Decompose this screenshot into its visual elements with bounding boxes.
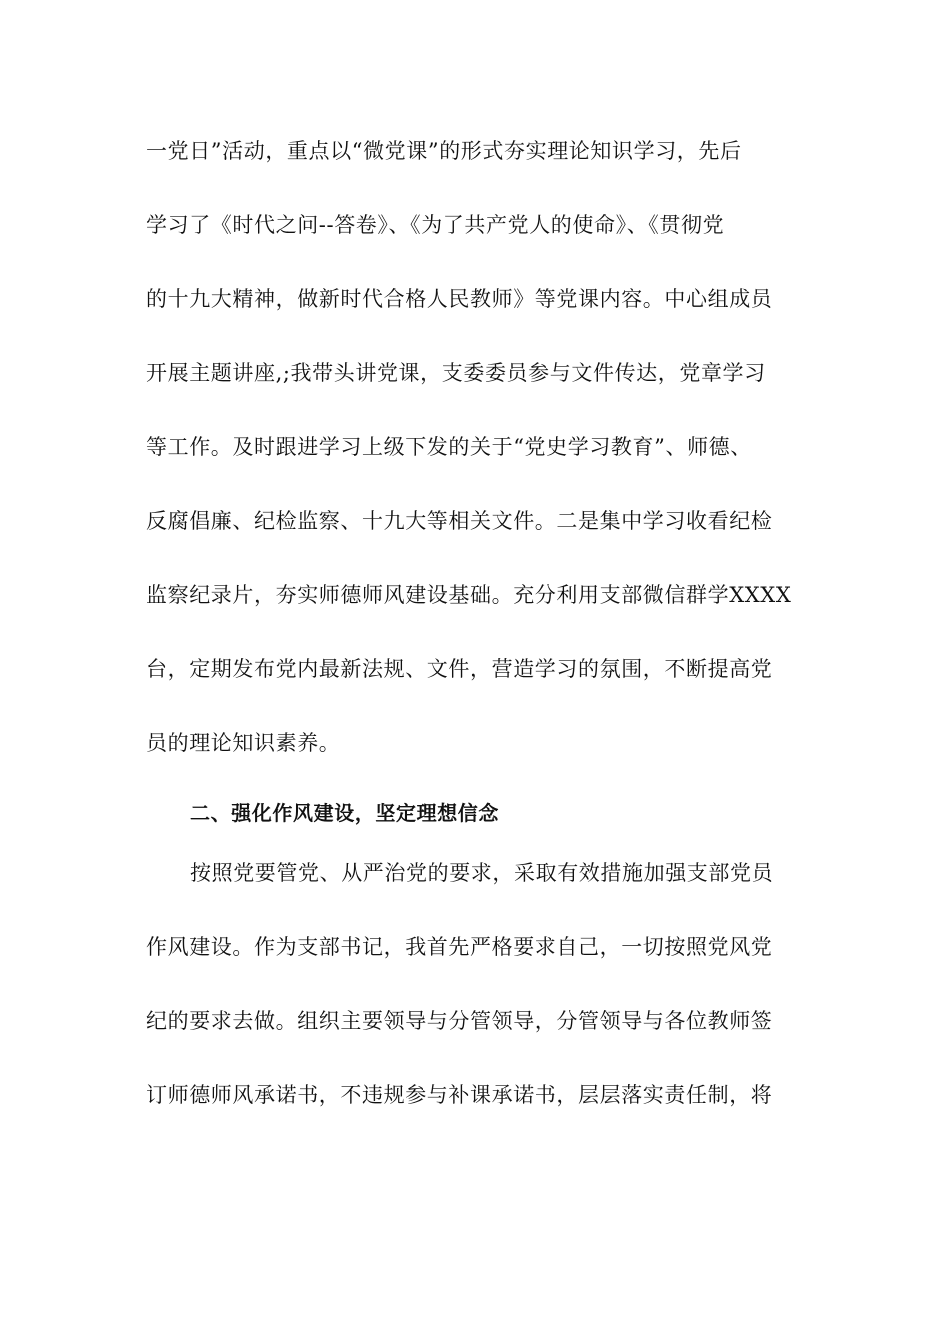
paragraph-line-1: 一党日”活动，重点以“微党课”的形式夯实理论知识学习，先后 bbox=[146, 139, 742, 163]
paragraph2-line-2: 作风建设。作为支部书记，我首先严格要求自己，一切按照党风党 bbox=[146, 935, 773, 959]
paragraph-line-4: 开展主题讲座,;我带头讲党课，支委委员参与文件传达，党章学习 bbox=[146, 361, 766, 385]
paragraph-line-2: 学习了《时代之问--答卷》、《为了共产党人的使命》、《贯彻党 bbox=[146, 213, 725, 237]
paragraph2-line-3: 纪的要求去做。组织主要领导与分管领导，分管领导与各位教师签 bbox=[146, 1009, 773, 1033]
paragraph-line-9: 员的理论知识素养。 bbox=[146, 731, 341, 755]
paragraph-line-5: 等工作。及时跟进学习上级下发的关于“党史学习教育”、师德、 bbox=[146, 435, 752, 459]
paragraph-line-8: 台，定期发布党内最新法规、文件，营造学习的氛围，不断提高党 bbox=[146, 657, 773, 681]
paragraph-line-6: 反腐倡廉、纪检监察、十九大等相关文件。二是集中学习收看纪检 bbox=[146, 509, 773, 533]
section-heading: 二、强化作风建设，坚定理想信念 bbox=[190, 801, 499, 825]
paragraph-line-3: 的十九大精神，做新时代合格人民教师》等党课内容。中心组成员 bbox=[146, 287, 773, 311]
paragraph-line-7: 监察纪录片，夯实师德师风建设基础。充分利用支部微信群学XXXX bbox=[146, 583, 792, 607]
paragraph2-line-4: 订师德师风承诺书，不违规参与补课承诺书，层层落实责任制，将 bbox=[146, 1083, 773, 1107]
paragraph2-line-1: 按照党要管党、从严治党的要求，采取有效措施加强支部党员 bbox=[190, 861, 774, 885]
